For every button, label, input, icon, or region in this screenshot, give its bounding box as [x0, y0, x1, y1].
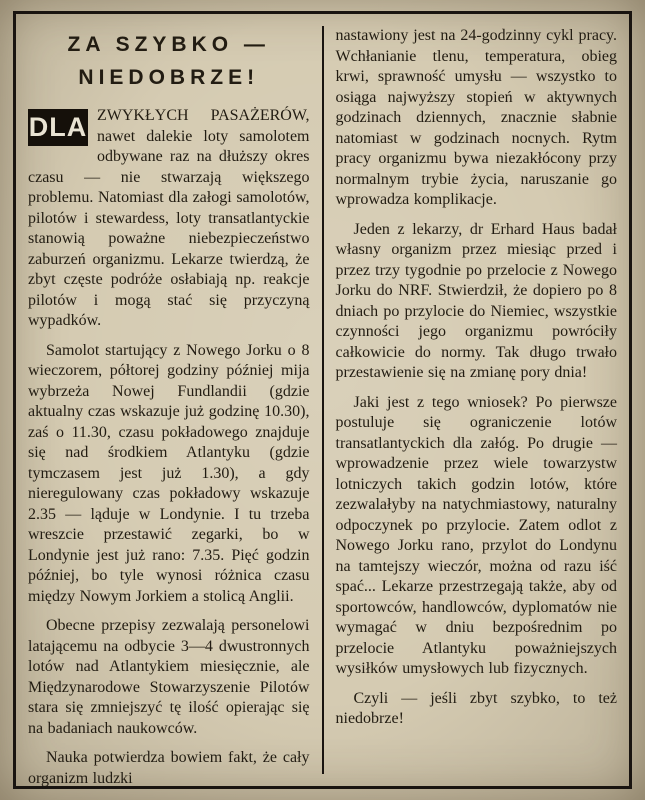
- title-line-2: NIEDOBRZE!: [78, 66, 260, 89]
- right-column: [324, 26, 618, 774]
- paragraph-continuation: nastawiony jest na 24-godzinny cykl pracy. Wchłanianie tlenu, temperatura, obieg krwi, sprawność umysłu — wszystko to osiąga najwyższy stopień w aktywnych godzinach dziennych, znacznie słabnie natomiast w godzinach nocnych. Rytm pracy organizmu bywa niezakłócony przy normalnym trybie życia, naruszanie go wprowadza komplikacje.: [335, 27, 617, 208]
- lead-paragraph: [28, 106, 310, 332]
- paragraph: Samolot startujący z Nowego Jorku o 8 wieczorem, półtorej godziny później mija wybrzeża Nowej Fundlandii (gdzie aktualny czas wskazuje już godzinę 10.30), zaś o 11.30, czasu pokładowego znajduje się nad środkiem Atlantyku (gdzie tymczasem jest już 1.30), a gdy nieregulowany czas pokładowy wskazuje 2.35 — ląduje w Londynie. I tu trzeba wreszcie przestawić zegarki, bo w Londynie jest już rano: 7.35. Pięć godzin później, bo tyle wynosi różnica czasu między Nowym Jorkiem a stolicą Anglii.: [28, 341, 310, 605]
- paragraph: Czyli — jeśli zbyt szybko, to też niedobrze!: [335, 689, 617, 727]
- article-title: [28, 28, 310, 94]
- paragraph: Jaki jest z tego wniosek? Po pierwsze postuluje się ograniczenie lotów transatlantyckich dla załóg. Po drugie — wprowadzenie przez wiele towarzystw lotniczych takich godzin lotów, które zezwalałyby na natychmiastowy, naturalny odpoczynek po przylocie. Zatem odlot z Nowego Jorku rano, przylot do Londynu na tamtejszy wieczór, można od razu iść spać... Lekarze przestrzegają także, aby od sportowców, handlowców, dyplomatów nie wymagać w dniu bezpośrednim po przelocie Atlantyku poważniejszych wysiłków umysłowych lub fizycznych.: [335, 393, 617, 677]
- paragraph: Nauka potwierdza bowiem fakt, że cały organizm ludzki: [28, 749, 310, 787]
- paragraph: Obecne przepisy zezwalają personelowi latającemu na odbycie 3—4 dwustronnych lotów nad Atlantykiem miesięcznie, ale Międzynarodowe Stowarzyszenie Pilotów stara się zmniejszyć tę ilość opierając się na badaniach naukowców.: [28, 617, 310, 737]
- paragraph: Jeden z lekarzy, dr Erhard Haus badał własny organizm przez miesiąc przed i przez trzy tygodnie po przelocie z Nowego Jorku do NRF. Stwierdził, że dopiero po 8 dniach po przylocie do Niemiec, wszystkie czynności jego organizmu powróciły całkowicie do normy. Tak długo trwało przestawienie się na zmianę pory dnia!: [335, 220, 617, 381]
- title-line-1: ZA SZYBKO —: [67, 33, 270, 56]
- left-column: [28, 26, 322, 787]
- article-frame: [13, 11, 632, 789]
- lead-paragraph-text: ZWYKŁYCH PASAŻERÓW, nawet dalekie loty samolotem odbywane raz na dłuższy okres czasu — nie stwarzają większego problemu. Natomiast dla załogi samolotów, pilotów i stewardess, loty transatlantyckie stanowią poważne niebezpieczeństwo zaburzeń organizmu. Lekarze twierdzą, że zbyt częste podróże osłabiają np. reakcje pilotów i mogą stać się przyczyną wypadków.: [28, 107, 310, 329]
- dropcap-box: DLA: [28, 109, 88, 146]
